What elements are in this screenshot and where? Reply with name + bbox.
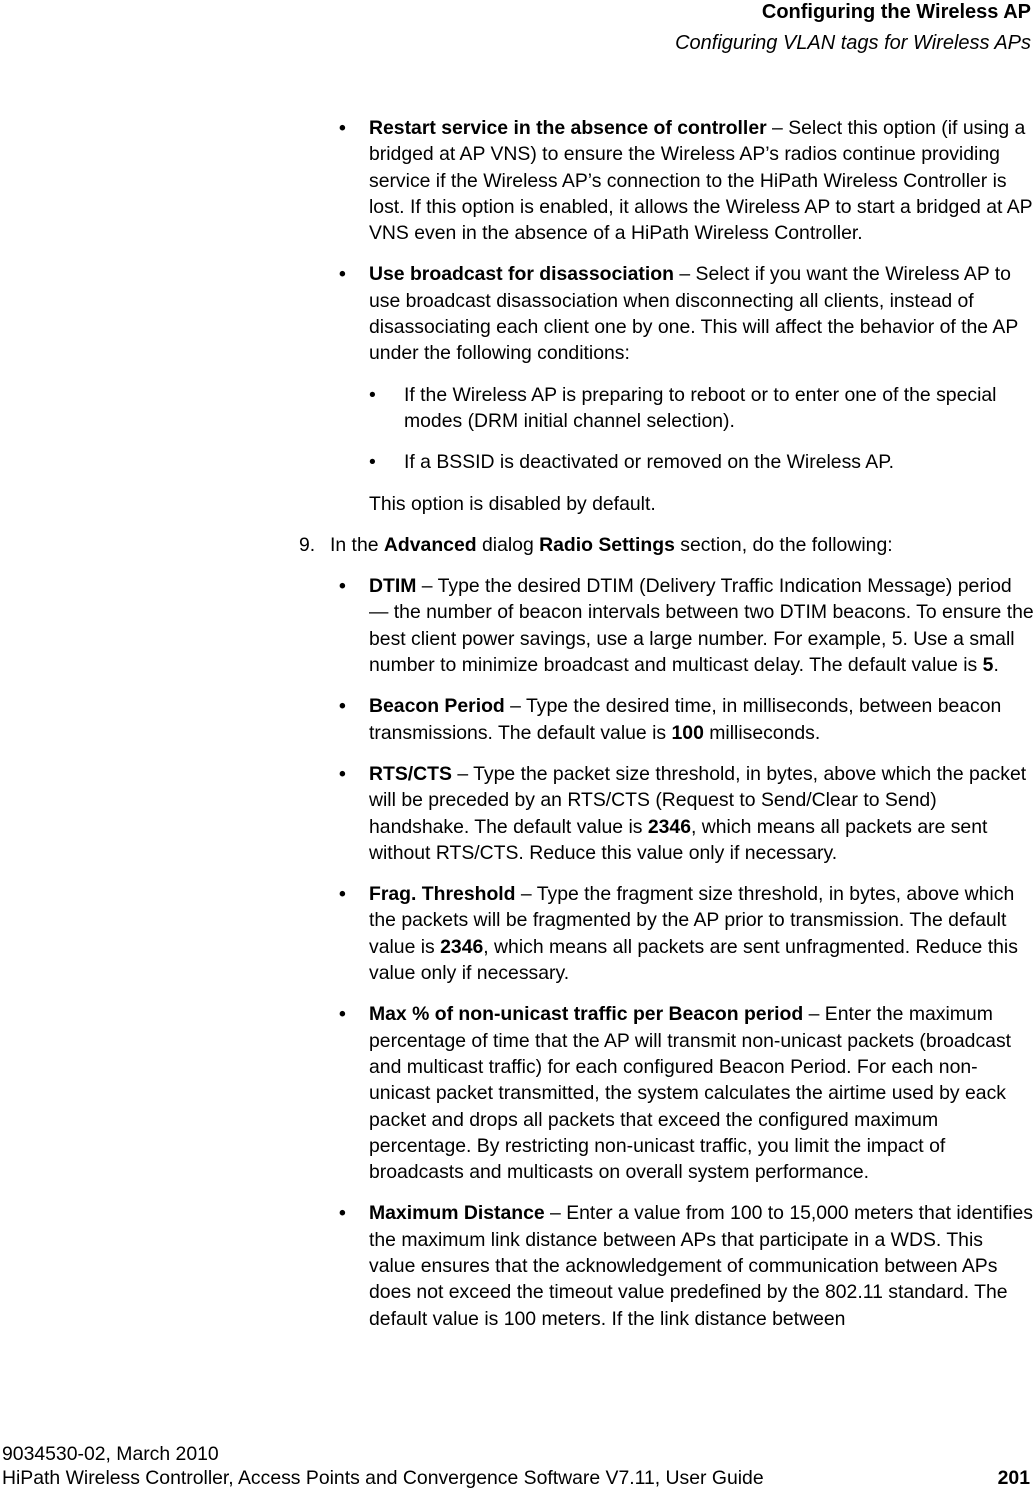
footer-doc-id: 9034530-02, March 2010: [2, 1443, 219, 1465]
bullet: •: [339, 1202, 346, 1225]
list-item-dtim: [296, 573, 1034, 678]
bullet: •: [369, 383, 376, 406]
step-text: section, do the following:: [674, 533, 893, 556]
description: – Select this option (if using a bridged at AP VNS) to ensure the Wireless AP’s radios continue providing service if the Wireless AP’s connection to the HiPath Wireless Controller is lost. If this option is enabled, it allows the Wireless AP to start a bridged at AP VNS even in the absence of a HiPath Wireless Controller.: [369, 117, 1033, 245]
list-item-restart-service: [296, 115, 1034, 246]
list-item-frag-threshold: [296, 881, 1034, 986]
page-number: 201: [997, 1467, 1030, 1489]
bullet: •: [339, 695, 346, 718]
sub-item-text: If a BSSID is deactivated or removed on the Wireless AP.: [404, 451, 895, 474]
default-value: 2346: [440, 935, 484, 958]
description: – Type the desired time, in milliseconds, between beacon transmissions. The default value is: [369, 695, 1002, 744]
term: Frag. Threshold: [369, 883, 516, 906]
running-header-subtitle: Configuring VLAN tags for Wireless APs: [675, 32, 1031, 54]
term: Beacon Period: [369, 695, 505, 718]
term: RTS/CTS: [369, 762, 452, 785]
sub-list-item: [296, 382, 1034, 435]
term: Max % of non-unicast traffic per Beacon period: [369, 1003, 804, 1026]
list-item-beacon-period: [296, 693, 1034, 746]
term: DTIM: [369, 575, 417, 598]
description: – Enter the maximum percentage of time that the AP will transmit non-unicast packets (broadcast and multicast traffic) for each configured Beacon Period. For each non-unicast packet transmitted, the system calculates the airtime used by eack packet and drops all packets that exceed the configured maximum percentage. By restricting non-unicast traffic, you limit the impact of broadcasts and multicasts on overall system performance.: [369, 1003, 1012, 1184]
list-item-max-distance: [296, 1200, 1034, 1331]
bullet: •: [339, 762, 346, 785]
default-value: 5: [982, 654, 994, 677]
step-number: 9.: [299, 533, 316, 556]
term: Use broadcast for disassociation: [369, 263, 674, 286]
list-item-broadcast-disassociation: [296, 261, 1034, 366]
description: – Select if you want the Wireless AP to use broadcast disassociation when disconnecting all clients, instead of disassociating each client one by one. This will affect the behavior of the AP under the following conditions:: [369, 263, 1018, 365]
bullet: •: [339, 263, 346, 286]
step-text: In the: [330, 533, 384, 556]
term: Restart service in the absence of controller: [369, 117, 767, 139]
list-item-rts-cts: [296, 761, 1034, 866]
term: Maximum Distance: [369, 1202, 545, 1225]
bullet: •: [339, 1003, 346, 1026]
description: – Enter a value from 100 to 15,000 meters that identifies the maximum link distance between APs that participate in a WDS. This value ensures that the acknowledgement of communication between APs does not exceed the timeout value predefined by the 802.11 standard. The default value is 100 meters. If the link distance between: [369, 1202, 1033, 1330]
sub-list-item: [296, 449, 1034, 475]
footer-doc-title: HiPath Wireless Controller, Access Points and Convergence Software V7.11, User Guide: [2, 1467, 764, 1489]
step-bold: Advanced: [383, 533, 477, 556]
description-tail: milliseconds.: [703, 721, 821, 744]
list-item-max-non-unicast: [296, 1001, 1034, 1185]
sub-item-text: If the Wireless AP is preparing to reboot or to enter one of the special modes (DRM initial channel selection).: [404, 383, 997, 432]
step-bold: Radio Settings: [539, 533, 675, 556]
description: – Type the fragment size threshold, in bytes, above which the packets will be fragmented by the AP prior to transmission. The default value is: [369, 883, 1015, 958]
step-text: dialog: [476, 533, 540, 556]
page-body: [296, 115, 1034, 1347]
description-tail: , which means all packets are sent without RTS/CTS. Reduce this value only if necessary.: [369, 815, 988, 864]
bullet: •: [339, 117, 346, 139]
step-9: [296, 532, 1034, 558]
default-value: 2346: [647, 815, 691, 838]
bullet: •: [339, 883, 346, 906]
description-tail: , which means all packets are sent unfragmented. Reduce this value only if necessary.: [369, 935, 1018, 985]
description: – Type the desired DTIM (Delivery Traffic Indication Message) period — the number of beacon intervals between two DTIM beacons. To ensure the best client power savings, use a large number. For example, 5. Use a small number to minimize broadcast and multicast delay. The default value is: [369, 575, 1034, 677]
default-value: 100: [671, 721, 704, 744]
description: – Type the packet size threshold, in bytes, above which the packet will be preceded by an RTS/CTS (Request to Send/Clear to Send) handshake. The default value is: [369, 762, 1027, 838]
running-header-title: Configuring the Wireless AP: [761, 1, 1031, 23]
bullet: •: [339, 575, 346, 598]
default-note: This option is disabled by default.: [369, 492, 656, 515]
bullet: •: [369, 451, 376, 474]
description-tail: .: [993, 654, 999, 677]
